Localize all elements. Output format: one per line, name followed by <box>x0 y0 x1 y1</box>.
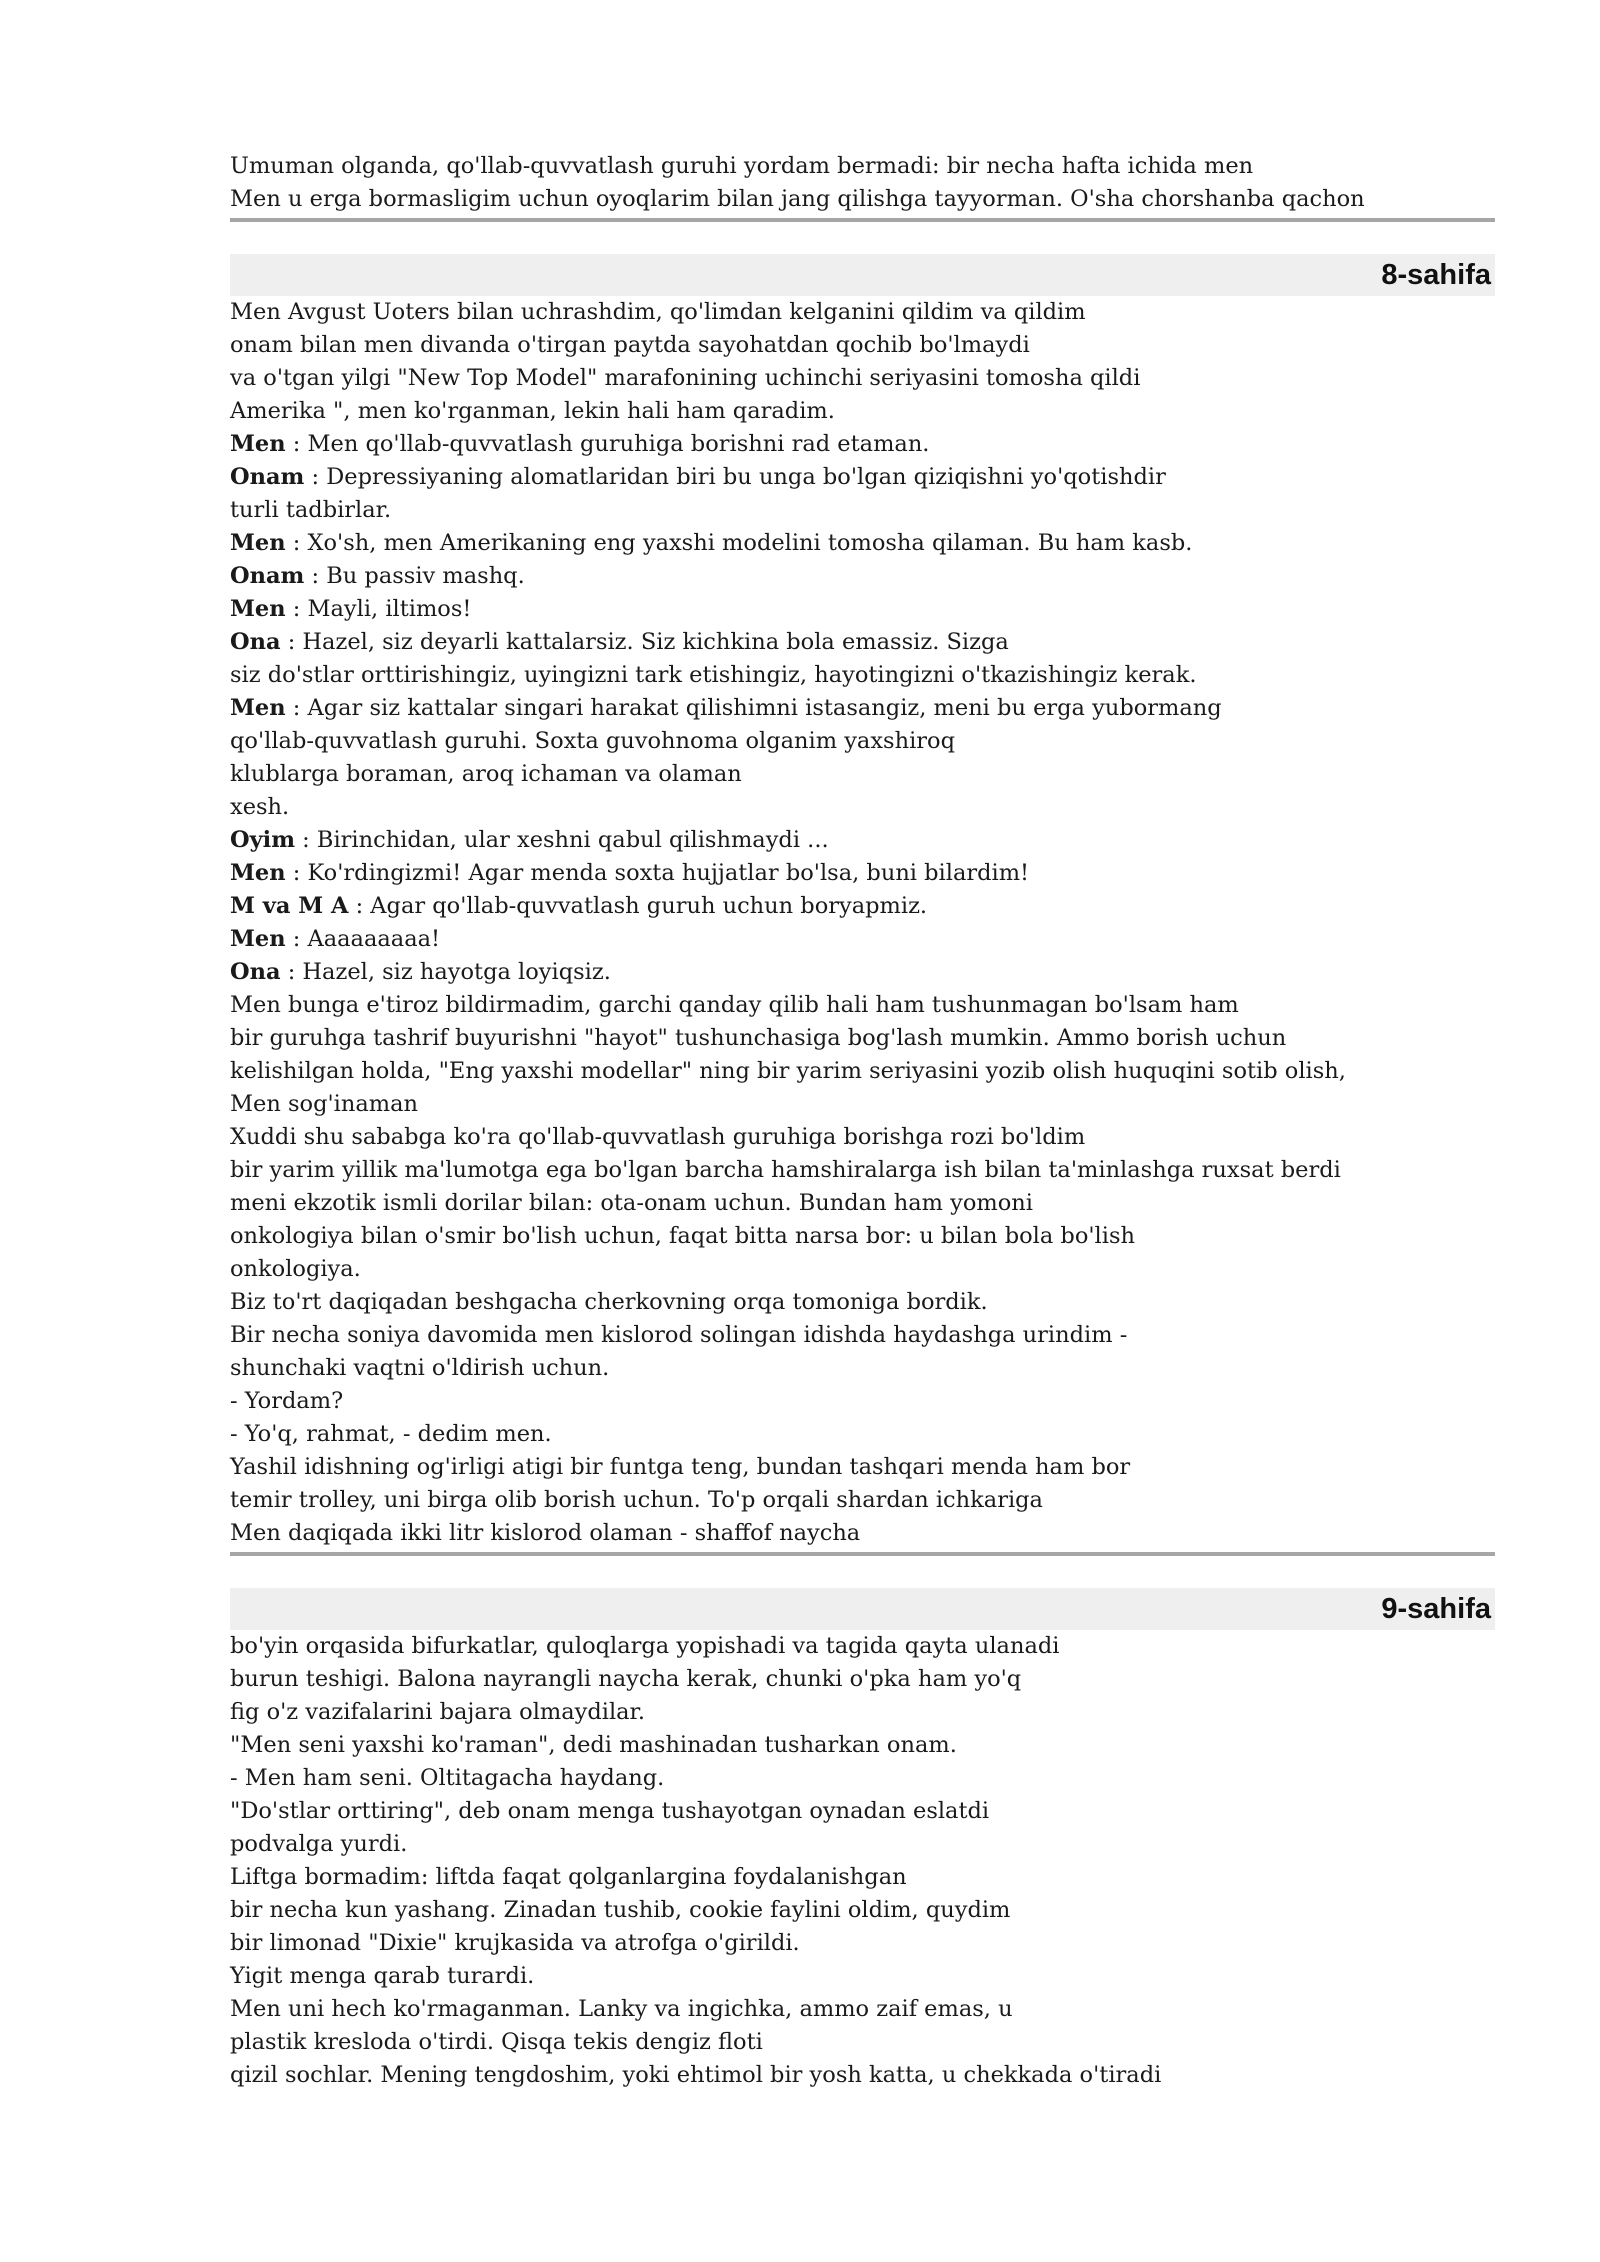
line-text: bo'yin orqasida bifurkatlar, quloqlarga yopishadi va tagida qayta ulanadi <box>230 1633 1060 1659</box>
text-line <box>230 659 1495 692</box>
text-line <box>230 1894 1495 1927</box>
text-line <box>230 1253 1495 1286</box>
line-text: plastik kresloda o'tirdi. Qisqa tekis dengiz floti <box>230 2029 763 2055</box>
text-line <box>230 1220 1495 1253</box>
line-text: bir limonad "Dixie" krujkasida va atrofga o'girildi. <box>230 1930 800 1956</box>
speaker-name: Men <box>230 695 286 721</box>
line-text: - Yo'q, rahmat, - dedim men. <box>230 1421 552 1447</box>
text-line <box>230 725 1495 758</box>
line-text: podvalga yurdi. <box>230 1831 408 1857</box>
text-line <box>230 1055 1495 1088</box>
line-text: bir yarim yillik ma'lumotga ega bo'lgan barcha hamshiralarga ish bilan ta'minlashga ruxsat berdi <box>230 1157 1341 1183</box>
line-text: Yashil idishning og'irligi atigi bir funtga teng, bundan tashqari menda ham bor <box>230 1454 1131 1480</box>
line-text: temir trolley, uni birga olib borish uchun. To'p orqali shardan ichkariga <box>230 1487 1043 1513</box>
text-line <box>230 362 1495 395</box>
line-text: : Hazel, siz deyarli kattalarsiz. Siz kichkina bola emassiz. Sizga <box>280 629 1009 655</box>
page-header-8: 8-sahifa <box>230 254 1495 296</box>
line-text: : Agar qo'llab-quvvatlash guruh uchun boryapmiz. <box>348 893 928 919</box>
text-line <box>230 857 1495 890</box>
page-8 <box>230 254 1495 1556</box>
text-line <box>230 1385 1495 1418</box>
text-line <box>230 1762 1495 1795</box>
text-line <box>230 1319 1495 1352</box>
line-text: shunchaki vaqtni o'ldirish uchun. <box>230 1355 610 1381</box>
text-line <box>230 1630 1495 1663</box>
text-line <box>230 1861 1495 1894</box>
text-line <box>230 1352 1495 1385</box>
speaker-name: Men <box>230 431 286 457</box>
line-text: Men u erga bormasligim uchun oyoqlarim bilan jang qilishga tayyorman. O'sha chorshanba qachon <box>230 186 1365 212</box>
text-line <box>230 1088 1495 1121</box>
line-text: qo'llab-quvvatlash guruhi. Soxta guvohnoma olganim yaxshiroq <box>230 728 955 754</box>
text-line <box>230 2059 1495 2092</box>
text-line <box>230 1795 1495 1828</box>
text-line <box>230 1729 1495 1762</box>
line-text: Amerika ", men ko'rganman, lekin hali ham qaradim. <box>230 398 835 424</box>
line-text: "Men seni yaxshi ko'raman", dedi mashinadan tusharkan onam. <box>230 1732 957 1758</box>
line-text: - Yordam? <box>230 1388 344 1414</box>
line-text: Men bunga e'tiroz bildirmadim, garchi qanday qilib hali ham tushunmagan bo'lsam ham <box>230 992 1239 1018</box>
line-text: "Do'stlar orttiring", deb onam menga tushayotgan oynadan eslatdi <box>230 1798 990 1824</box>
line-text: : Aaaaaaaaa! <box>285 926 441 952</box>
line-text: Men Avgust Uoters bilan uchrashdim, qo'limdan kelganini qildim va qildim <box>230 299 1086 325</box>
line-text: Yigit menga qarab turardi. <box>230 1963 535 1989</box>
line-text: bir guruhga tashrif buyurishni "hayot" tushunchasiga bog'lash mumkin. Ammo borish uchun <box>230 1025 1287 1051</box>
speaker-name: Oyim <box>230 827 296 853</box>
text-line <box>230 626 1495 659</box>
line-text: Liftga bormadim: liftda faqat qolganlarginа foydalanishgan <box>230 1864 907 1890</box>
text-line <box>230 1828 1495 1861</box>
speaker-name: Men <box>230 530 286 556</box>
text-line <box>230 1484 1495 1517</box>
text-block <box>230 296 1495 1550</box>
page-divider <box>230 1552 1495 1556</box>
text-line <box>230 956 1495 989</box>
text-line <box>230 527 1495 560</box>
text-line <box>230 989 1495 1022</box>
line-text: onkologiya bilan o'smir bo'lish uchun, faqat bitta narsa bor: u bilan bola bo'lish <box>230 1223 1135 1249</box>
text-line <box>230 890 1495 923</box>
line-text: xesh. <box>230 794 290 820</box>
text-block <box>230 150 1495 216</box>
page-7-tail <box>230 150 1495 222</box>
page-9 <box>230 1588 1495 2092</box>
speaker-name: Onam <box>230 563 305 589</box>
speaker-name: Ona <box>230 959 281 985</box>
line-text: burun teshigi. Balona nayrangli naycha kerak, chunki o'pka ham yo'q <box>230 1666 1022 1692</box>
text-line <box>230 1022 1495 1055</box>
text-line <box>230 1286 1495 1319</box>
line-text: : Mayli, iltimos! <box>285 596 472 622</box>
text-line <box>230 923 1495 956</box>
text-line <box>230 1960 1495 1993</box>
line-text: fig o'z vazifalarini bajara olmaydilar. <box>230 1699 645 1725</box>
line-text: Xuddi shu sababga ko'ra qo'llab-quvvatlash guruhiga borishga rozi bo'ldim <box>230 1124 1086 1150</box>
line-text: Bir necha soniya davomida men kislorod solingan idishda haydashga urindim - <box>230 1322 1128 1348</box>
page-header-9: 9-sahifa <box>230 1588 1495 1630</box>
text-line <box>230 150 1495 183</box>
line-text: : Birinchidan, ular xeshni qabul qilishmaydi ... <box>295 827 829 853</box>
line-text: kelishilgan holda, "Eng yaxshi modellar" ning bir yarim seriyasini yozib olish huquqini sotib olish, <box>230 1058 1346 1084</box>
page-divider <box>230 218 1495 222</box>
text-line <box>230 2026 1495 2059</box>
line-text: Men sog'inaman <box>230 1091 419 1117</box>
line-text: klublarga boraman, aroq ichaman va olaman <box>230 761 742 787</box>
line-text: : Men qo'llab-quvvatlash guruhiga borishni rad etaman. <box>285 431 930 457</box>
text-line <box>230 1451 1495 1484</box>
text-line <box>230 692 1495 725</box>
line-text: Umuman olganda, qo'llab-quvvatlash guruhi yordam bermadi: bir necha hafta ichida men <box>230 153 1254 179</box>
text-line <box>230 824 1495 857</box>
line-text: va o'tgan yilgi "New Top Model" marafonining uchinchi seriyasini tomosha qildi <box>230 365 1141 391</box>
text-line <box>230 494 1495 527</box>
text-line <box>230 1993 1495 2026</box>
text-line <box>230 329 1495 362</box>
speaker-name: M va M A <box>230 893 349 919</box>
speaker-name: Onam <box>230 464 305 490</box>
text-line <box>230 791 1495 824</box>
line-text: : Hazel, siz hayotga loyiqsiz. <box>280 959 611 985</box>
line-text: qizil sochlar. Mening tengdoshim, yoki ehtimol bir yosh katta, u chekkada o'tiradi <box>230 2062 1162 2088</box>
text-line <box>230 560 1495 593</box>
line-text: onam bilan men divanda o'tirgan paytda sayohatdan qochib bo'lmaydi <box>230 332 1030 358</box>
speaker-name: Men <box>230 596 286 622</box>
text-line <box>230 758 1495 791</box>
text-line <box>230 296 1495 329</box>
text-line <box>230 1121 1495 1154</box>
text-line <box>230 1696 1495 1729</box>
line-text: - Men ham seni. Oltitagacha haydang. <box>230 1765 665 1791</box>
line-text: onkologiya. <box>230 1256 361 1282</box>
line-text: : Agar siz kattalar singari harakat qilishimni istasangiz, meni bu erga yubormang <box>285 695 1222 721</box>
text-line <box>230 1517 1495 1550</box>
line-text: Biz to'rt daqiqadan beshgacha cherkovning orqa tomoniga bordik. <box>230 1289 988 1315</box>
speaker-name: Men <box>230 926 286 952</box>
text-line <box>230 395 1495 428</box>
text-line <box>230 1418 1495 1451</box>
line-text: : Depressiyaning alomatlaridan biri bu unga bo'lgan qiziqishni yo'qotishdir <box>304 464 1166 490</box>
document-body <box>230 150 1495 2092</box>
line-text: turli tadbirlar. <box>230 497 392 523</box>
line-text: meni ekzotik ismli dorilar bilan: ota-onam uchun. Bundan ham yomoni <box>230 1190 1033 1216</box>
line-text: : Bu passiv mashq. <box>304 563 525 589</box>
text-line <box>230 1154 1495 1187</box>
speaker-name: Ona <box>230 629 281 655</box>
speaker-name: Men <box>230 860 286 886</box>
line-text: siz do'stlar orttirishingiz, uyingizni tark etishingiz, hayotingizni o'tkazishingiz kerak. <box>230 662 1197 688</box>
text-block <box>230 1630 1495 2092</box>
text-line <box>230 1187 1495 1220</box>
line-text: : Ko'rdingizmi! Agar menda soxta hujjatlar bo'lsa, buni bilardim! <box>285 860 1030 886</box>
text-line <box>230 428 1495 461</box>
line-text: Men uni hech ko'rmaganman. Lanky va ingichka, ammo zaif emas, u <box>230 1996 1013 2022</box>
text-line <box>230 1927 1495 1960</box>
line-text: Men daqiqada ikki litr kislorod olaman - shaffof naycha <box>230 1520 861 1546</box>
line-text: bir necha kun yashang. Zinadan tushib, cookie faylini oldim, quydim <box>230 1897 1011 1923</box>
text-line <box>230 183 1495 216</box>
text-line <box>230 461 1495 494</box>
line-text: : Xo'sh, men Amerikaning eng yaxshi modelini tomosha qilaman. Bu ham kasb. <box>285 530 1193 556</box>
text-line <box>230 593 1495 626</box>
text-line <box>230 1663 1495 1696</box>
